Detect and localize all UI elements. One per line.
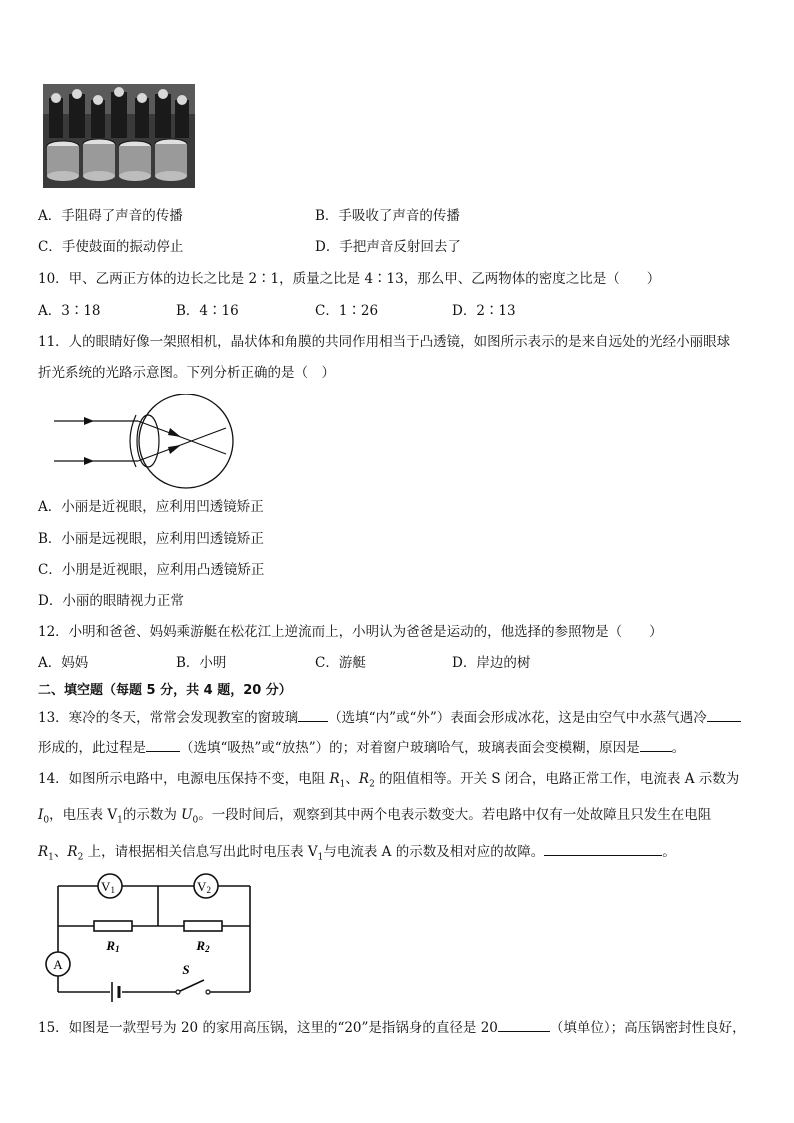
q9-option-d: D．手把声音反射回去了: [315, 239, 461, 255]
q15-blank[interactable]: [498, 1018, 550, 1032]
q11-option-a: A．小丽是近视眼，应利用凹透镜矫正: [38, 499, 264, 515]
r2-label: R2: [196, 938, 210, 954]
section-title: 二、填空题（每题 5 分，共 4 题，20 分）: [38, 683, 292, 698]
q10-option-d: D．2∶13: [452, 303, 516, 319]
q11-stem-line1: 11．人的眼睛好像一架照相机，晶状体和角膜的共同作用相当于凸透镜，如图所示表示的是来自远处的光经小丽眼球: [38, 334, 731, 350]
q9-option-a: A．手阻碍了声音的传播: [38, 208, 183, 224]
q12-option-d: D．岸边的树: [452, 655, 531, 671]
q13-blank-3[interactable]: [146, 738, 180, 752]
q14-line3: $R_1$、$R_2$ 上，请根据相关信息写出此时电压表 $V_1$与电流表 A 的示数及相对应的故障。 。: [38, 844, 676, 863]
q10-option-b: B．4∶16: [176, 303, 239, 319]
q14-blank[interactable]: [544, 842, 662, 856]
q10-stem: 10．甲、乙两正方体的边长之比是 2∶1，质量之比是 4∶13，那么甲、乙两物体的密度之比是（ ）: [38, 271, 661, 287]
v2-label: V2: [197, 879, 211, 895]
q12-stem: 12．小明和爸爸、妈妈乘游艇在松花江上逆流而上，小明认为爸爸是运动的，他选择的参照物是（ ）: [38, 624, 663, 640]
q13-blank-2[interactable]: [707, 708, 741, 722]
q11-option-b: B．小丽是远视眼，应利用凹透镜矫正: [38, 531, 264, 547]
q14-line1: 14．如图所示电路中，电源电压保持不变，电阻 $R_1$、$R_2$ 的阻值相等。开关 S 闭合，电路正常工作，电流表 A 示数为: [38, 771, 740, 790]
q11-option-c: C．小朋是近视眼，应利用凸透镜矫正: [38, 562, 265, 578]
q13-line1: 13．寒冷的冬天，常常会发现教室的窗玻璃 （选填“内”或“外”）表面会形成冰花，这是由空气中水蒸气遇冷: [38, 708, 741, 727]
q13-blank-1[interactable]: [298, 708, 328, 722]
eye-light-rays: [50, 394, 430, 494]
q11-stem-line2: 折光系统的光路示意图。下列分析正确的是（ ）: [38, 365, 335, 381]
v1-label: V1: [101, 879, 115, 895]
q13-blank-4[interactable]: [640, 738, 672, 752]
circuit-diagram: [38, 872, 270, 1002]
q11-option-d: D．小丽的眼睛视力正常: [38, 593, 184, 609]
switch-label: S: [182, 962, 190, 977]
q13-line2: 形成的，此过程是 （选填“吸热”或“放热”）的；对着窗户玻璃哈气，玻璃表面会变模糊，原因是 。: [38, 740, 686, 756]
q12-option-b: B．小明: [176, 655, 227, 671]
drum-performance-photo: [43, 84, 195, 188]
a-label: A: [53, 957, 63, 972]
q9-option-b: B．手吸收了声音的传播: [315, 208, 460, 224]
q12-option-a: A．妈妈: [38, 655, 89, 671]
q9-option-c: C．手使鼓面的振动停止: [38, 239, 184, 255]
q10-option-c: C．1∶26: [315, 303, 379, 319]
r1-label: R1: [106, 938, 120, 954]
q15-line1: 15．如图是一款型号为 20 的家用高压锅，这里的“20”是指锅身的直径是 20 （填单位）；高压锅密封性良好，: [38, 1020, 746, 1036]
q10-option-a: A．3∶18: [38, 303, 101, 319]
q14-line2: $I_0$，电压表 $V_1$的示数为 $U_0$。一段时间后，观察到其中两个电表示数变大。若电路中仅有一处故障且只发生在电阻: [38, 807, 712, 826]
q12-option-c: C．游艇: [315, 655, 366, 671]
